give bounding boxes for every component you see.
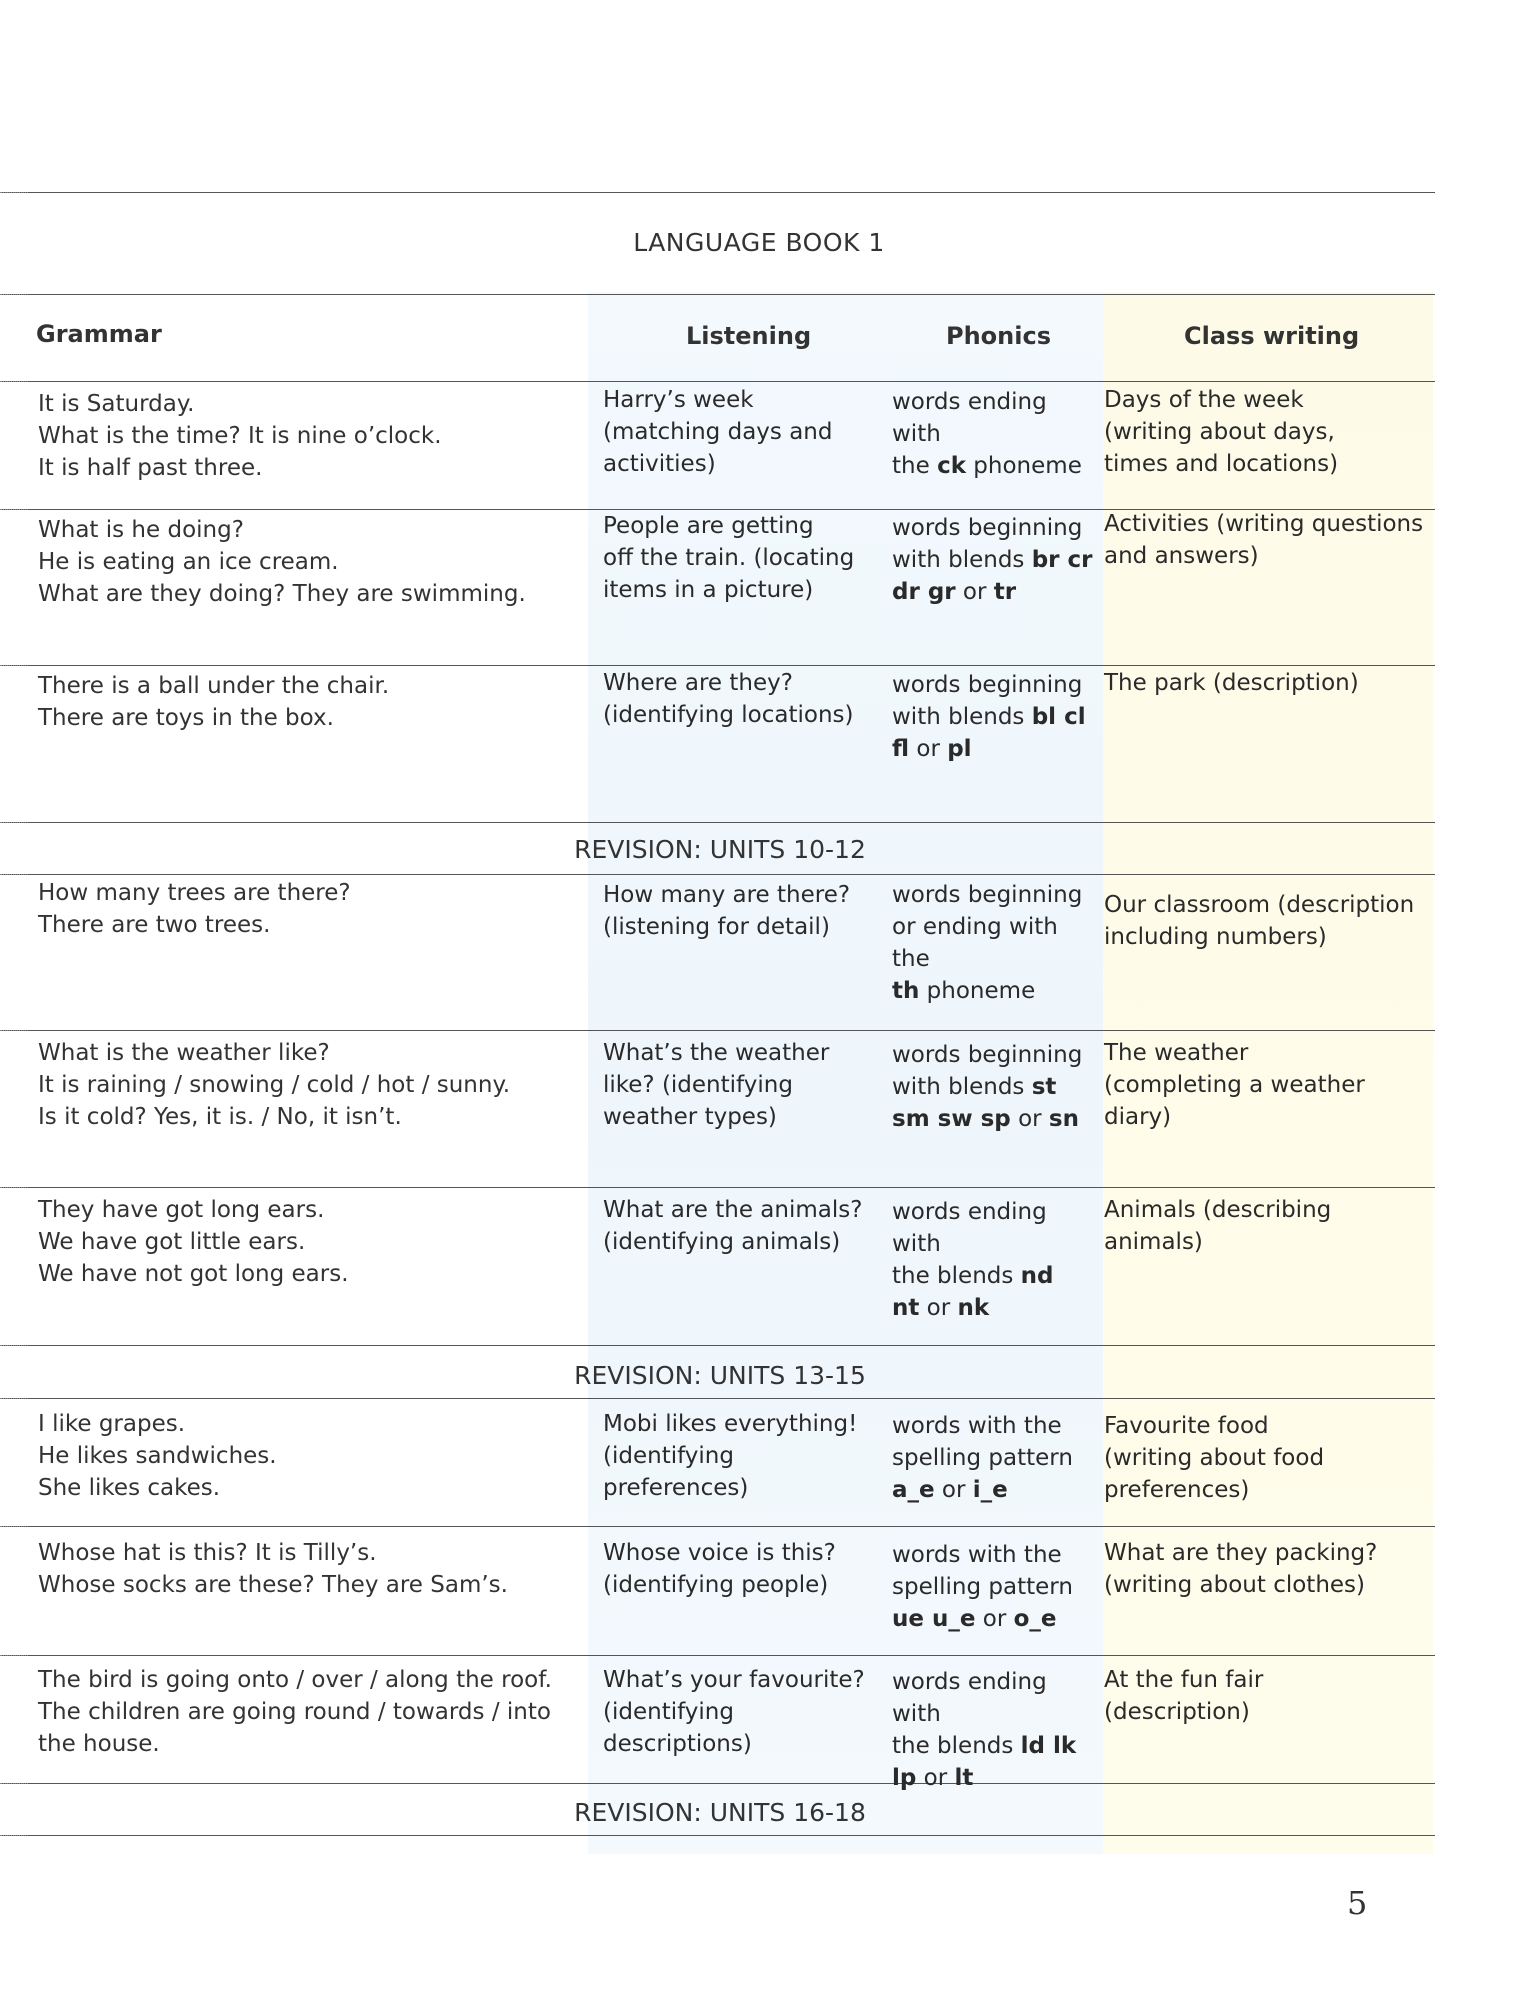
phonics-cell: words with the spelling pattern a_e or i_e xyxy=(892,1413,1073,1503)
class-writing-cell: The weather (completing a weather diary) xyxy=(1104,1040,1365,1130)
header-class-writing: Class writing xyxy=(1184,322,1360,350)
rule xyxy=(0,1030,1435,1031)
listening-cell: What’s the weather like? (identifying weather types) xyxy=(603,1040,830,1130)
listening-cell: What’s your favourite? (identifying descriptions) xyxy=(603,1667,865,1757)
rule xyxy=(0,192,1435,193)
grammar-cell: I like grapes. He likes sandwiches. She likes cakes. xyxy=(38,1411,277,1501)
phonics-cell: words beginning with blends st sm sw sp or sn xyxy=(892,1042,1083,1132)
rule xyxy=(0,1835,1435,1836)
grammar-cell: It is Saturday. What is the time? It is nine o’clock. It is half past three. xyxy=(38,391,442,481)
header-phonics: Phonics xyxy=(946,322,1051,350)
class-writing-cell: Our classroom (description including numbers) xyxy=(1104,892,1415,950)
grammar-cell: What is the weather like? It is raining / snowing / cold / hot / sunny. Is it cold? Yes, it is. / No, it isn’t. xyxy=(38,1040,511,1130)
phonics-cell: words ending with the blends ld lk lp or lt xyxy=(892,1669,1077,1791)
rule xyxy=(0,1655,1435,1656)
rule xyxy=(0,822,1435,823)
grammar-cell: They have got long ears. We have got little ears. We have not got long ears. xyxy=(38,1197,349,1287)
rule xyxy=(0,665,1435,666)
rule xyxy=(0,1345,1435,1346)
grammar-cell: How many trees are there? There are two trees. xyxy=(38,880,351,938)
grammar-cell: Whose hat is this? It is Tilly’s. Whose socks are these? They are Sam’s. xyxy=(38,1540,508,1598)
revision-title: REVISION: UNITS 10-12 xyxy=(574,835,866,864)
class-writing-cell: Days of the week (writing about days, times and locations) xyxy=(1104,387,1339,477)
book-title: LANGUAGE BOOK 1 xyxy=(633,228,885,257)
listening-cell: What are the animals? (identifying animals) xyxy=(603,1197,863,1255)
rule xyxy=(0,1398,1435,1399)
grammar-cell: There is a ball under the chair. There are toys in the box. xyxy=(38,673,390,731)
phonics-cell: words ending with the blends nd nt or nk xyxy=(892,1199,1054,1321)
listening-cell: Harry’s week (matching days and activities) xyxy=(603,387,833,477)
rule xyxy=(0,1526,1435,1527)
phonics-cell: words beginning or ending with the th phoneme xyxy=(892,882,1083,1004)
grammar-cell: The bird is going onto / over / along the roof. The children are going round / towards / into the house. xyxy=(38,1667,552,1757)
listening-cell: Where are they? (identifying locations) xyxy=(603,670,854,728)
phonics-cell: words beginning with blends bl cl fl or pl xyxy=(892,672,1086,762)
listening-cell: People are getting off the train. (locating items in a picture) xyxy=(603,513,855,603)
phonics-cell: words with the spelling pattern ue u_e or o_e xyxy=(892,1542,1073,1632)
listening-cell: How many are there? (listening for detail) xyxy=(603,882,851,940)
rule xyxy=(0,381,1435,382)
rule xyxy=(0,294,1435,295)
page-number: 5 xyxy=(1347,1884,1368,1922)
class-writing-cell: At the fun fair (description) xyxy=(1104,1667,1264,1725)
class-writing-cell: The park (description) xyxy=(1104,670,1359,696)
revision-title: REVISION: UNITS 13-15 xyxy=(574,1361,866,1390)
rule xyxy=(0,1783,1435,1784)
class-writing-cell: What are they packing? (writing about clothes) xyxy=(1104,1540,1378,1598)
listening-cell: Whose voice is this? (identifying people) xyxy=(603,1540,836,1598)
phonics-cell: words beginning with blends br cr dr gr or tr xyxy=(892,515,1093,605)
grammar-cell: What is he doing? He is eating an ice cream. What are they doing? They are swimming. xyxy=(38,517,526,607)
class-writing-cell: Activities (writing questions and answers) xyxy=(1104,511,1424,569)
phonics-cell: words ending with the ck phoneme xyxy=(892,389,1082,479)
revision-title: REVISION: UNITS 16-18 xyxy=(574,1798,866,1827)
class-writing-cell: Animals (describing animals) xyxy=(1104,1197,1332,1255)
listening-cell: Mobi likes everything! (identifying preferences) xyxy=(603,1411,858,1501)
class-writing-cell: Favourite food (writing about food preferences) xyxy=(1104,1413,1325,1503)
header-listening: Listening xyxy=(686,322,812,350)
rule xyxy=(0,1187,1435,1188)
rule xyxy=(0,874,1435,875)
header-grammar: Grammar xyxy=(36,320,162,348)
